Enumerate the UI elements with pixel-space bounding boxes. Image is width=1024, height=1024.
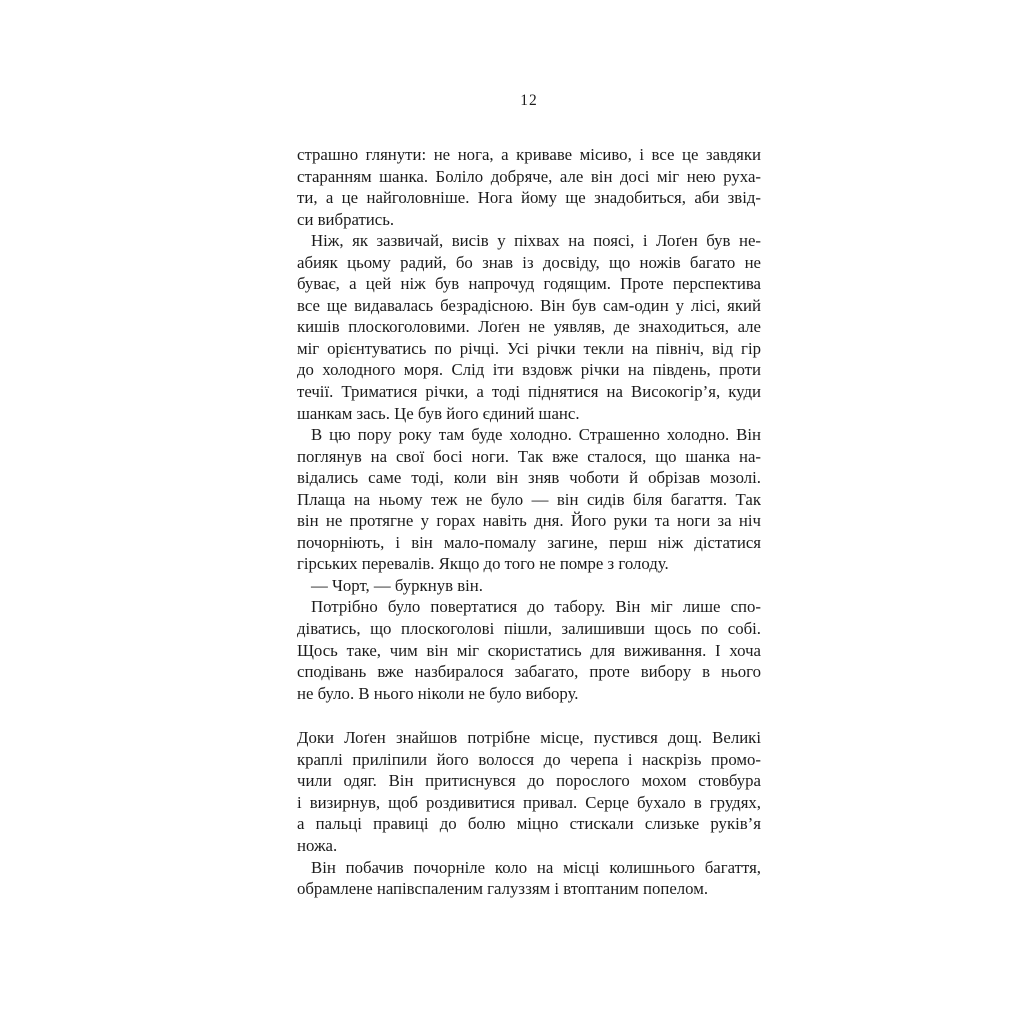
paragraph <box>297 857 761 900</box>
text-line: абияк цьому радий, бо знав із досвіду, що ножів багато не <box>297 252 761 272</box>
text-line: ножа. <box>297 835 338 855</box>
text-line: Щось таке, чим він міг скористатись для виживання. І хоча <box>297 640 761 660</box>
text-line: не було. В нього ніколи не було вибору. <box>297 683 579 703</box>
paragraph <box>297 575 761 597</box>
text-line: поглянув на свої босі ноги. Так вже сталося, що шанка на- <box>297 446 761 466</box>
paragraph <box>297 596 761 704</box>
text-line: гірських перевалів. Якщо до того не помре з голоду. <box>297 554 669 574</box>
text-line: ти, а це найголовніше. Нога йому ще знадобиться, аби звід- <box>297 188 761 208</box>
text-line: він не протягне у горах навіть дня. Його руки та ноги за ніч <box>297 511 761 531</box>
text-line: В цю пору року там буде холодно. Страшенно холодно. Він <box>311 425 761 445</box>
text-line: шанкам зась. Це був його єдиний шанс. <box>297 403 580 423</box>
text-line: діватись, що плоскоголові пішли, залишивши щось по собі. <box>297 619 761 639</box>
text-line: Доки Лоґен знайшов потрібне місце, пустився дощ. Великі <box>297 728 761 748</box>
text-line: міг орієнтуватись по річці. Усі річки текли на північ, від гір <box>297 338 761 358</box>
text-line: буває, а цей ніж був напрочуд годящим. Проте перспектива <box>297 274 761 294</box>
text-line: до холодного моря. Слід іти вздовж річки на південь, проти <box>297 360 761 380</box>
text-line: Плаща на ньому теж не було — він сидів біля багаття. Так <box>297 489 761 509</box>
paragraph <box>297 144 761 230</box>
text-block <box>297 144 761 900</box>
text-line: сподівань вже назбиралося забагато, проте вибору в нього <box>297 662 761 682</box>
text-line: Потрібно було повертатися до табору. Він міг лише спо- <box>311 597 761 617</box>
text-line: все ще видавалась безрадісною. Він був сам-один у лісі, який <box>297 295 761 315</box>
text-line: си вибратись. <box>297 209 395 229</box>
text-line: чили одяг. Він притиснувся до порослого мохом стовбура <box>297 771 761 791</box>
text-line: страшно глянути: не нога, а криваве місиво, і все це завдяки <box>297 145 761 164</box>
text-line: і визирнув, щоб роздивитися привал. Серце бухало в грудях, <box>297 792 761 812</box>
text-line: Він побачив почорніле коло на місці колишнього багаття, <box>311 857 761 877</box>
paragraph <box>297 424 761 575</box>
text-line: течії. Триматися річки, а тоді піднятися на Високогір’я, куди <box>297 382 761 402</box>
text-line: відались саме тоді, коли він зняв чоботи й обрізав мозолі. <box>297 468 761 488</box>
text-line: а пальці правиці до болю міцно стискали слизьке руків’я <box>297 814 761 834</box>
paragraph <box>297 727 761 856</box>
page-number: 12 <box>520 92 538 109</box>
text-line: почорніють, і він мало-помалу загине, перш ніж дістатися <box>297 532 761 552</box>
text-line: Ніж, як зазвичай, висів у піхвах на поясі, і Лоґен був не- <box>311 231 761 251</box>
text-line: обрамлене напівспаленим галуззям і втоптаним попелом. <box>297 879 709 899</box>
text-line: кишів плоскоголовими. Лоґен не уявляв, де знаходиться, але <box>297 317 761 337</box>
text-line: старанням шанка. Боліло добряче, але він досі міг нею руха- <box>297 166 761 186</box>
text-line: — Чорт, — буркнув він. <box>311 575 483 595</box>
paragraph <box>297 230 761 424</box>
text-line: краплі приліпили його волосся до черепа і наскрізь промо- <box>297 749 761 769</box>
